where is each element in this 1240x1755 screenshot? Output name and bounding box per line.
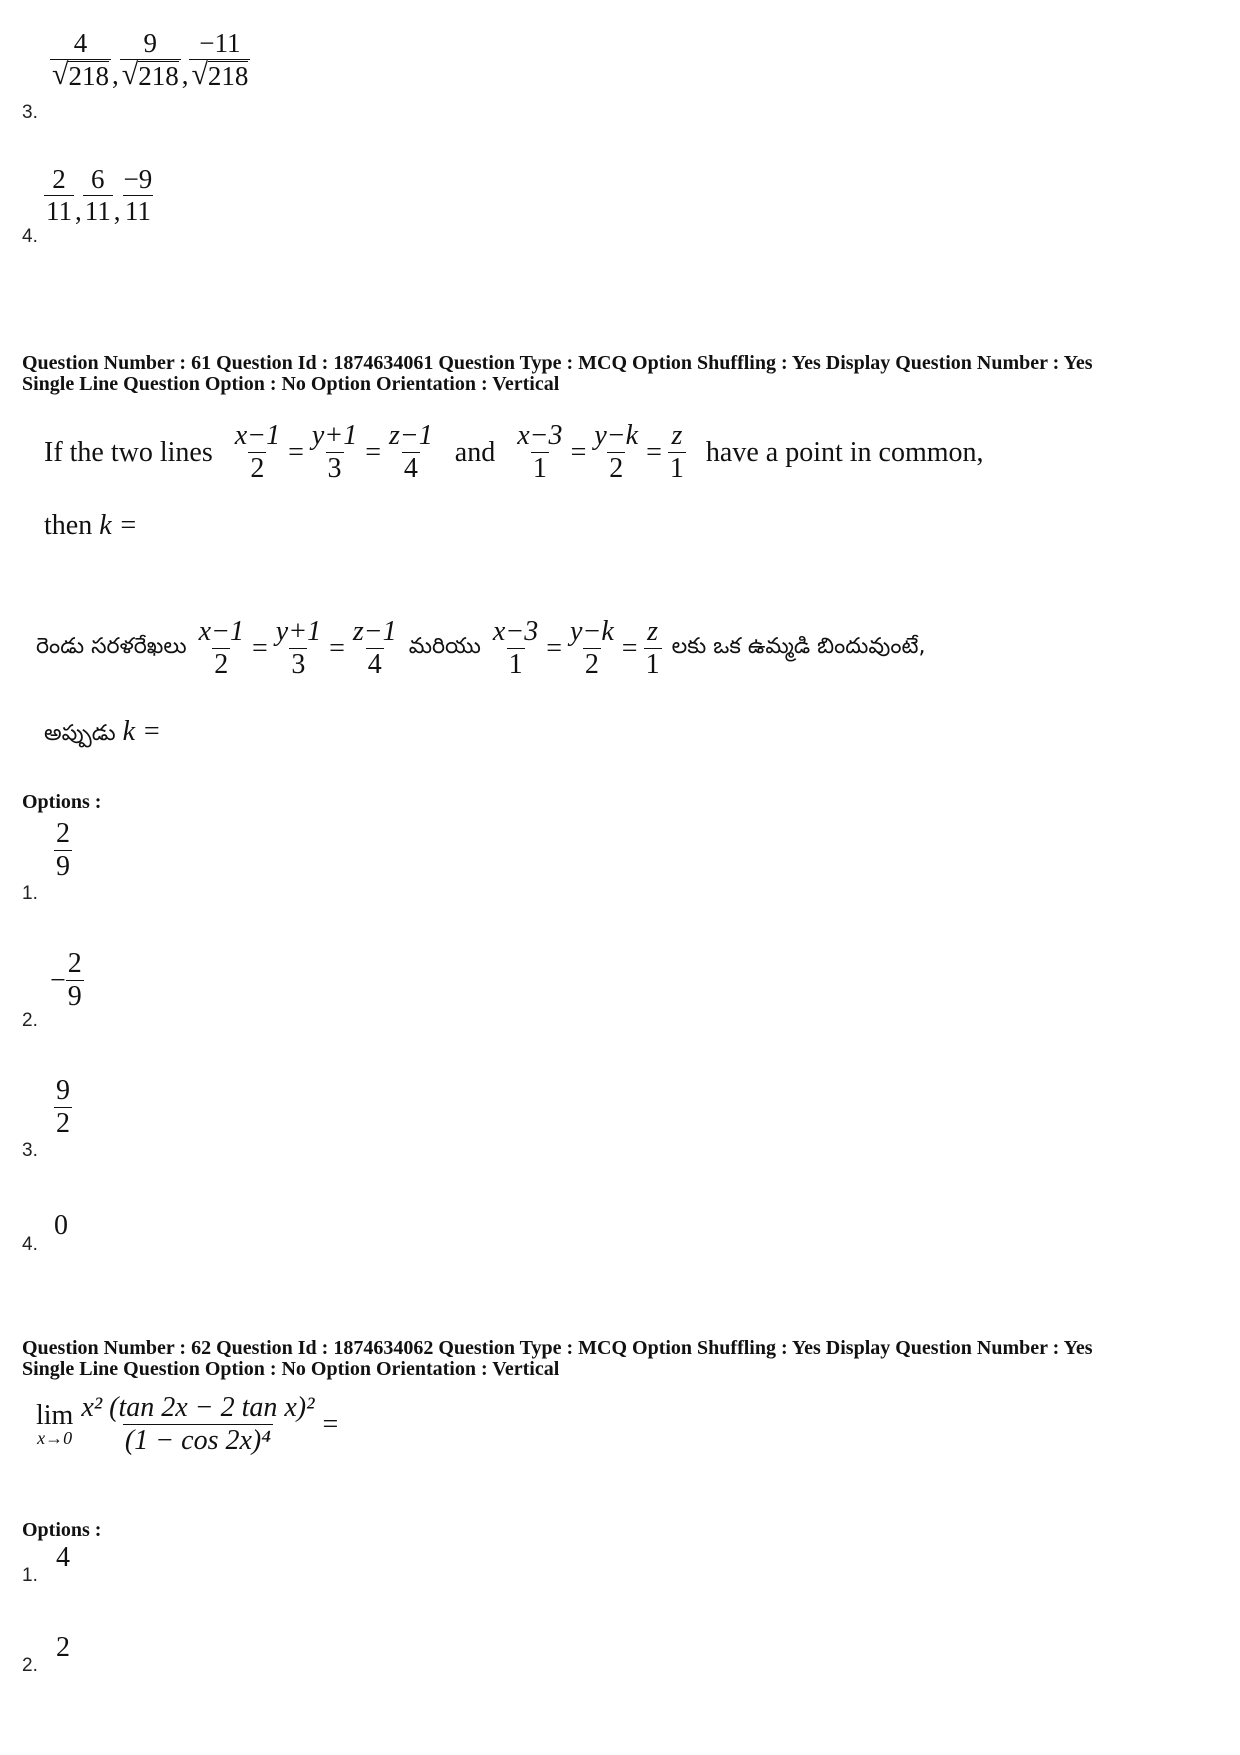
fraction-denominator: 218 [207,60,249,91]
option-number: 4. [22,226,38,247]
question-text: and [454,436,496,468]
fraction-denominator: 11 [46,196,72,227]
option-number: 2. [22,1655,38,1676]
line2-y-fraction: $\frac{y-k}{2}$ [570,616,614,681]
option-fraction [83,164,113,227]
equals-sign: = [322,1408,339,1440]
line1-y-fraction: $\frac{y+1}{3}$ [311,420,358,485]
option-3[interactable] [54,1075,72,1140]
line1-z-fraction: $\frac{z-1}{4}$ [389,420,433,485]
line1-x-fraction: $\frac{x-1}{2}$ [198,616,244,681]
question-text-english: If the two lines $\frac{x-1}{2}$ = $\frac{y+1}{3}$ = $\frac{z-1}{4}$ and $\frac{x-3}{1}$ = $\frac{y-k}{2}$ = $\frac{z}{1}$ have a point in common, [44,420,984,485]
option-2[interactable] [50,948,84,1013]
question-text: రెండు సరళరేఖలు [36,633,187,659]
option-fraction: 9 √ 218 [121,28,179,92]
fraction-numerator: 6 [91,164,105,194]
fraction-denominator: 9 [67,981,82,1013]
line1-y-fraction: $\frac{y+1}{3}$ [275,616,322,681]
line2-y-fraction: $\frac{y-k}{2}$ [594,420,639,485]
fraction-denominator: 2 [56,1108,70,1140]
fraction-numerator: −9 [123,164,153,194]
limit-numerator: x² (tan 2x − 2 tan x)² [81,1392,315,1423]
question-text-then: then k = [44,510,138,541]
negative-sign: − [50,964,66,996]
option-1[interactable]: 4 [56,1542,70,1573]
limit-operator: lim x→0 [36,1400,74,1449]
fraction-numerator: 2 [52,164,66,194]
limit-expression [36,1392,344,1457]
option-number: 3. [22,102,38,123]
fraction-numerator: −11 [199,28,241,58]
question-text-telugu-then: అప్పుడు k = [44,716,161,747]
question-text-telugu: రెండు సరళరేఖలు $\frac{x-1}{2}$ = $\frac{y+1}{3}$ = $\frac{z-1}{4}$ మరియు $\frac{x-3}{1}$ = $\frac{y-k}{2}$ = $\frac{z}{1}$ లకు ఒక ఉమ్మడి బిందువుంటే, [36,616,926,681]
limit-denominator: (1 − cos 2x)⁴ [124,1425,271,1457]
options-label: Options : [22,1519,102,1541]
fraction-numerator: 9 [143,28,157,58]
options-label: Options : [22,791,102,813]
option-fraction [122,164,155,227]
option-fraction [44,164,74,227]
line1-x-fraction: $\frac{x-1}{2}$ [234,420,281,485]
fraction-denominator: 218 [68,60,109,91]
fraction-denominator: 9 [56,851,70,883]
question-text: If the two lines [44,436,213,468]
line2-x-fraction: $\frac{x-3}{1}$ [492,616,539,681]
question-meta-line1: Question Number : 62 Question Id : 1874634062 Question Type : MCQ Option Shuffling : Yes Display Question Number : Yes [22,1337,1093,1359]
option-number: 1. [22,1565,38,1586]
fraction-numerator: 4 [73,28,88,58]
question-meta-line2: Single Line Question Option : No Option Orientation : Vertical [22,1358,560,1380]
fraction-numerator: 2 [56,818,70,849]
fraction-denominator: 218 [138,60,179,91]
option-number: 2. [22,1010,38,1031]
line2-z-fraction: $\frac{z}{1}$ [669,420,684,485]
option-fraction: 4 √ 218 [52,28,109,92]
prev-option-3: 4 √ 218 , 9 √ 218 , −11 √ 218 [52,28,249,92]
prev-option-4: $\frac{2}{11}$ , $\frac{6}{11}$ , $\frac{-9}{11}$ [46,164,153,227]
option-number: 3. [22,1140,38,1161]
line2-z-fraction: $\frac{z}{1}$ [645,616,660,681]
question-meta-line1: Question Number : 61 Question Id : 1874634061 Question Type : MCQ Option Shuffling : Yes Display Question Number : Yes [22,352,1093,374]
option-fraction: −11 √ 218 [191,28,249,92]
option-number: 4. [22,1234,38,1255]
fraction-denominator: 11 [84,196,111,227]
question-text: లకు ఒక ఉమ్మడి బిందువుంటే, [671,633,926,659]
fraction-numerator: 2 [67,948,82,979]
line1-z-fraction: $\frac{z-1}{4}$ [352,616,397,681]
option-number: 1. [22,883,38,904]
option-2[interactable]: 2 [56,1632,70,1663]
question-text: మరియు [408,633,481,659]
fraction-numerator: 9 [56,1075,70,1106]
line2-x-fraction: $\frac{x-3}{1}$ [517,420,563,485]
question-meta-line2: Single Line Question Option : No Option Orientation : Vertical [22,373,560,395]
option-4[interactable]: 0 [54,1210,68,1241]
option-1[interactable] [54,818,72,883]
fraction-denominator: 11 [124,196,151,227]
question-text: have a point in common, [705,436,984,468]
